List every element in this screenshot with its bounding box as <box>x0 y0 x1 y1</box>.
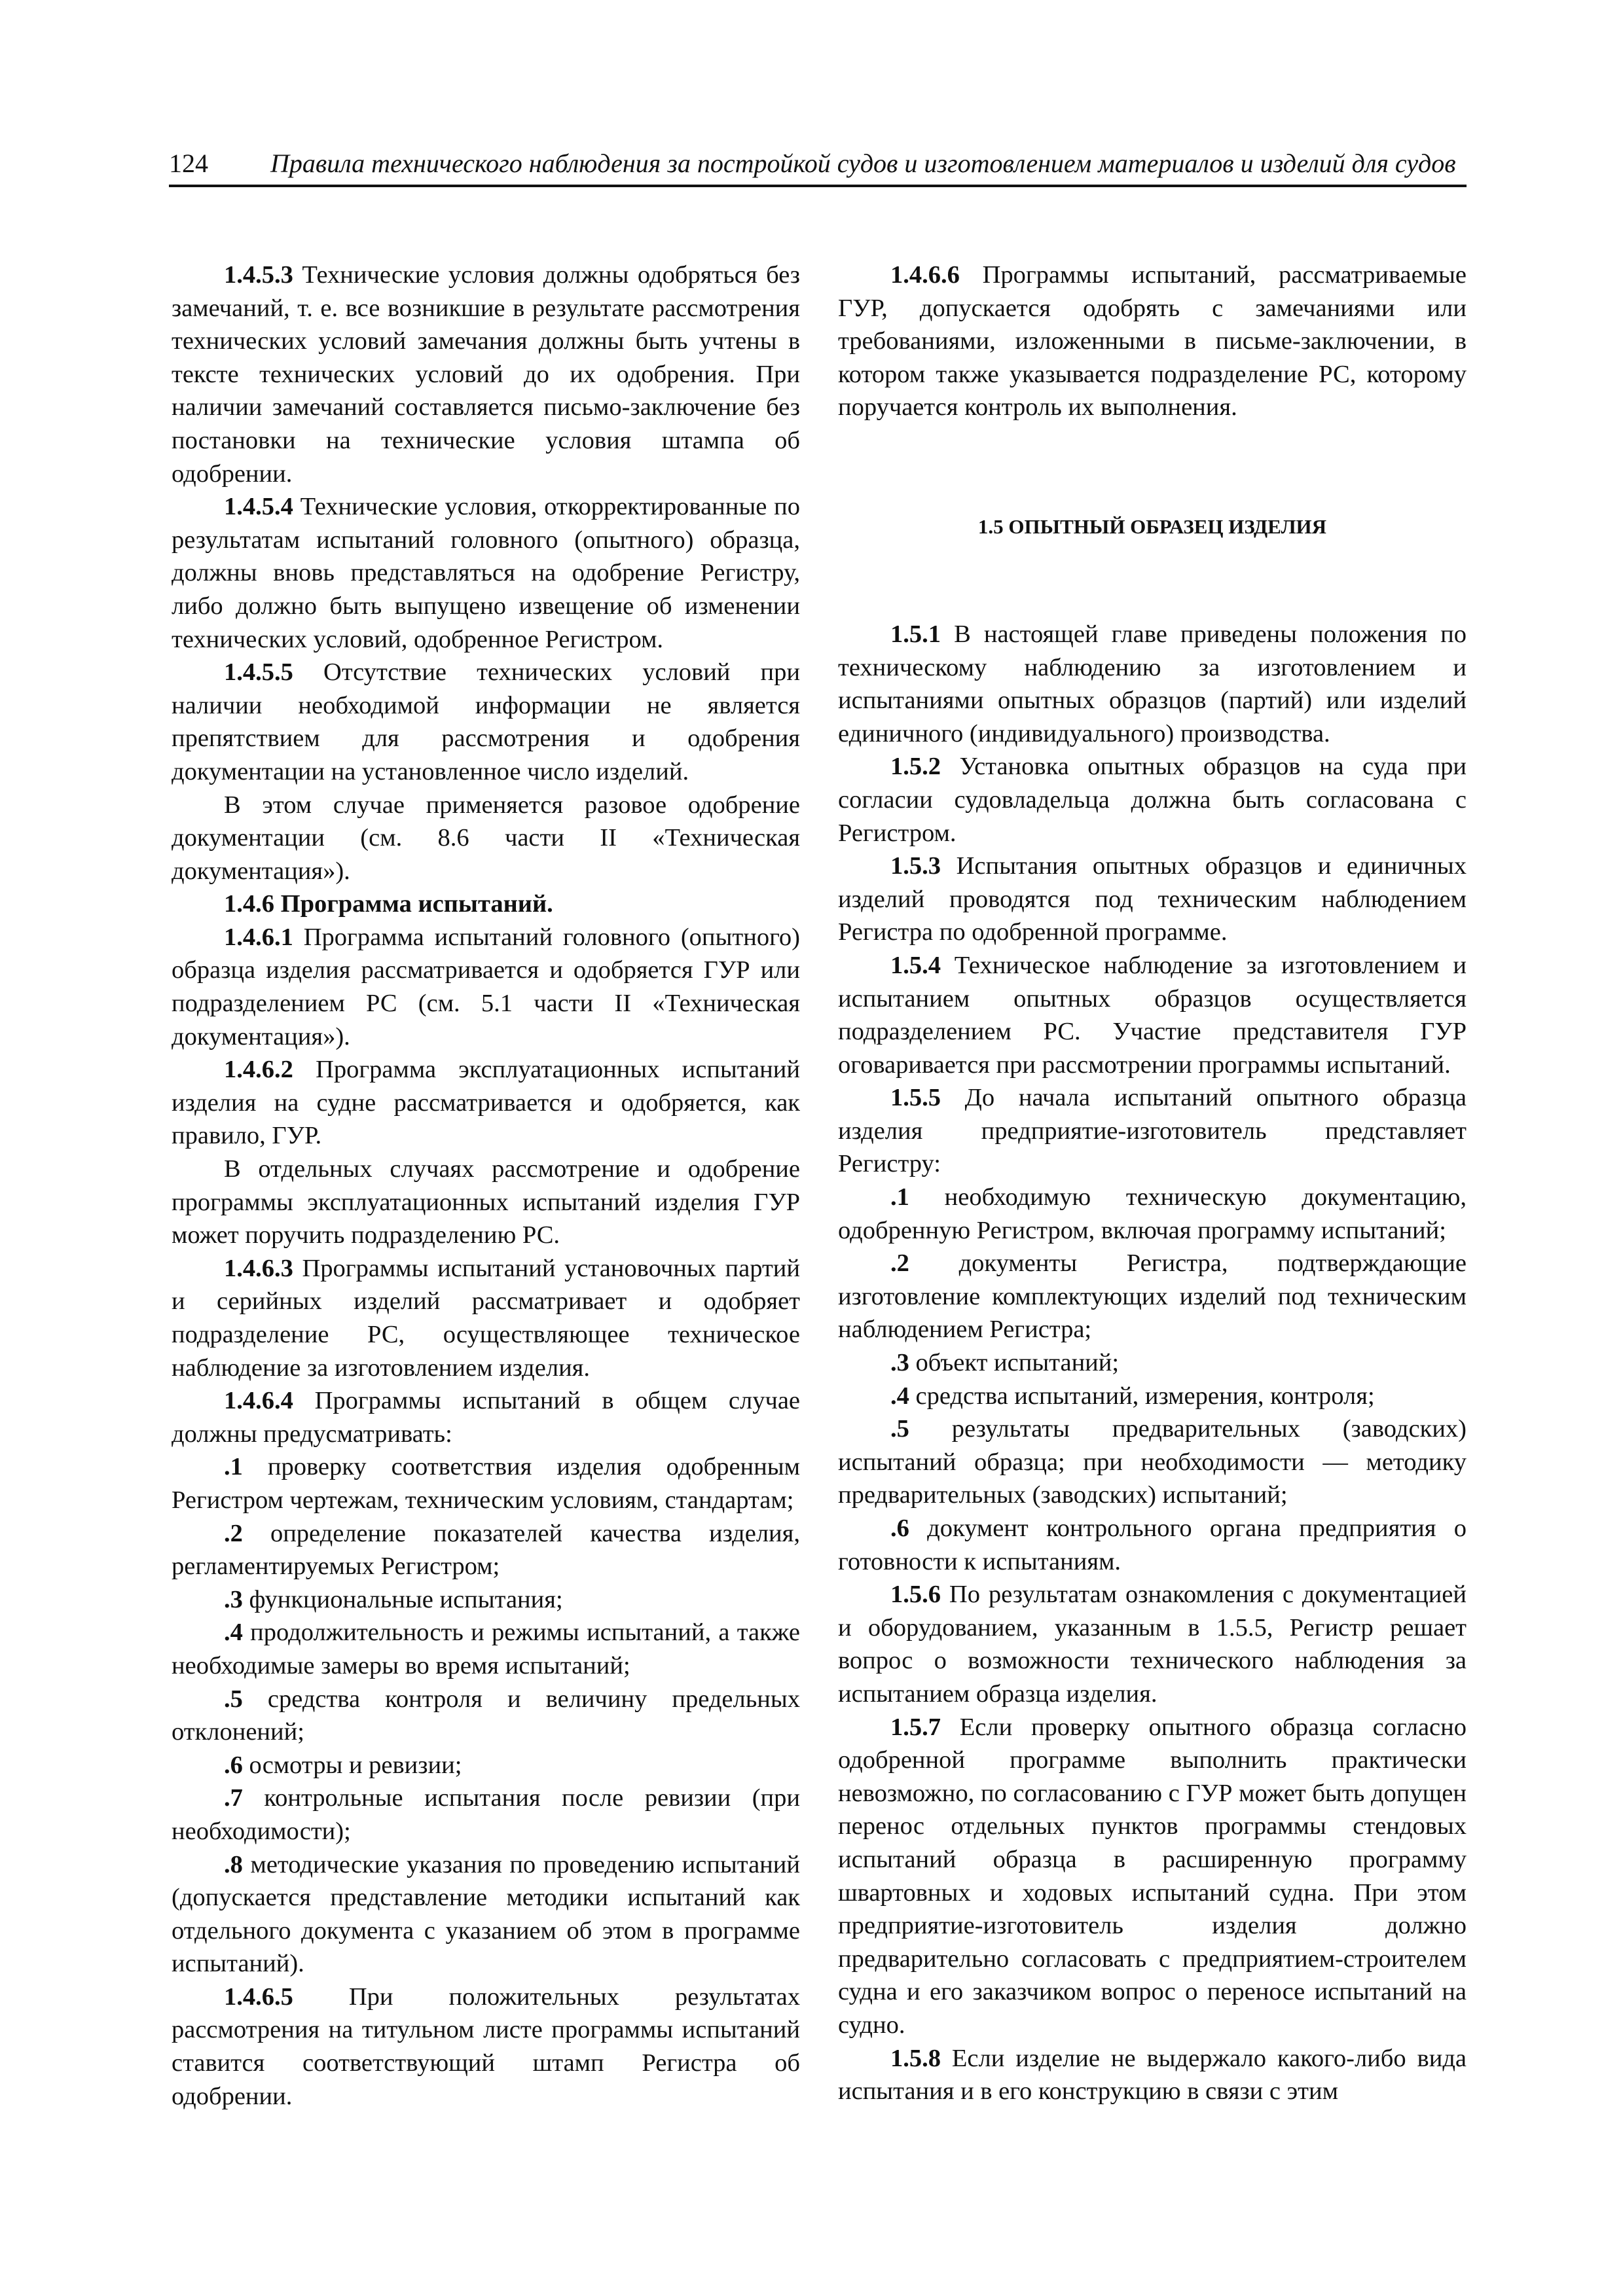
paragraph-text: Программы испытаний, рассматриваемые ГУР, допускается одобрять с замечаниями или требованиями, изложенными в письме-заключении, в котором также указывается подразделение РС, которому поручается контроль их выполнения. <box>838 261 1467 422</box>
paragraph-1-4-6-6 <box>838 259 1467 424</box>
paragraph-text: До начала испытаний опытного образца изделия предприятие-изготовитель представляет Регистру: <box>838 1084 1467 1178</box>
list-item-text: документ контрольного органа предприятия о готовности к испытаниям. <box>838 1515 1467 1575</box>
list-item-text: функциональные испытания; <box>242 1585 563 1613</box>
paragraph-number: 1.4.6.1 <box>224 923 293 951</box>
list-item <box>172 1583 800 1617</box>
list-item <box>838 1247 1467 1346</box>
paragraph-1-5-3 <box>838 850 1467 949</box>
paragraph-1-5-4 <box>838 949 1467 1081</box>
paragraph-text: В отдельных случаях рассмотрение и одобрение программы эксплуатационных испытаний изделия ГУР может поручить подразделению РС. <box>172 1155 800 1249</box>
paragraph-text: Если проверку опытного образца согласно одобренной программе выполнить практически невозможно, по согласованию с ГУР может быть допущен перенос отдельных пунктов программы стендовых испытаний образца в расширенную программу швартовных и ходовых испытаний судна. При этом предприятие-изготовитель изделия должно предварительно согласовать с предприятием-строителем судна и его заказчиком вопрос о переносе испытаний на судно. <box>838 1713 1467 2039</box>
list-item-number: .1 <box>224 1453 243 1481</box>
paragraph-number: 1.4.6.6 <box>890 261 960 289</box>
list-item-text: средства испытаний, измерения, контроля; <box>909 1382 1375 1410</box>
paragraph-1-5-6 <box>838 1578 1467 1710</box>
paragraph-text: В настоящей главе приведены положения по техническому наблюдению за изготовлением и испытаниями опытных образцов (партий) или изделий единичного (индивидуального) производства. <box>838 620 1467 747</box>
list-item <box>172 1616 800 1682</box>
list-item-text: документы Регистра, подтверждающие изготовление комплектующих изделий под техническим наблюдением Регистра; <box>838 1249 1467 1344</box>
list-item-text: методические указания по проведению испытаний (допускается представление методики испытаний как отдельного документа с указанием об этом в программе испытаний). <box>172 1850 800 1978</box>
list-item <box>172 1782 800 1848</box>
list-item <box>172 1517 800 1583</box>
paragraph-number: 1.5.2 <box>890 753 941 781</box>
paragraph-number: 1.4.6.2 <box>224 1056 293 1084</box>
paragraph-number: 1.4.5.4 <box>224 493 293 521</box>
paragraph-number: 1.5.4 <box>890 951 941 979</box>
list-item-text: определение показателей качества изделия, регламентируемых Регистром; <box>172 1519 800 1581</box>
paragraph-text: По результатам ознакомления с документацией и оборудованием, указанным в 1.5.5, Регистр решает вопрос о возможности технического наблюдения за испытанием образца изделия. <box>838 1581 1467 1708</box>
list-item <box>838 1412 1467 1512</box>
paragraph-1-4-6-5 <box>172 1981 800 2113</box>
list-item-number: .6 <box>890 1515 909 1542</box>
paragraph-text: Установка опытных образцов на суда при согласии судовладельца должна быть согласована с Регистром. <box>838 753 1467 847</box>
paragraph-1-5-2 <box>838 750 1467 850</box>
page-number: 124 <box>169 149 208 178</box>
paragraph-number: 1.4.5.5 <box>224 658 293 687</box>
paragraph-text: Технические условия, откорректированные по результатам испытаний головного (опытного) образца, должны вновь представляться на одобрение Регистру, либо должно быть выпущено извещение об изменении технических условий, одобренное Регистром. <box>172 493 800 653</box>
list-item-number: .5 <box>890 1415 909 1443</box>
list-item-number: .4 <box>890 1382 909 1410</box>
list-item-text: необходимую техническую документацию, одобренную Регистром, включая программу испытаний; <box>838 1183 1467 1244</box>
list-item-text: продолжительность и режимы испытаний, а также необходимые замеры во время испытаний; <box>172 1619 800 1679</box>
list-item <box>172 1450 800 1516</box>
list-item <box>838 1181 1467 1247</box>
paragraph-1-4-5-5 <box>172 656 800 788</box>
left-column <box>172 259 800 2113</box>
list-item-number: .4 <box>224 1619 243 1647</box>
paragraph-number: 1.5.1 <box>890 620 941 648</box>
paragraph-text: Программа испытаний головного (опытного) образца изделия рассматривается и одобряется ГУР или подразделением РС (см. 5.1 части II «Техническая документация»). <box>172 923 800 1050</box>
paragraph-number: 1.5.8 <box>890 2044 941 2072</box>
list-item-text: средства контроля и величину предельных отклонений; <box>172 1685 800 1746</box>
list-item <box>838 1512 1467 1578</box>
list-item-number: .6 <box>224 1751 243 1779</box>
list-item-number: .3 <box>890 1349 909 1377</box>
paragraph-continuation <box>172 789 800 888</box>
list-item <box>172 1848 800 1981</box>
list-item <box>838 1346 1467 1380</box>
list-item-text: осмотры и ревизии; <box>242 1751 462 1779</box>
paragraph-text: Технические условия должны одобряться без замечаний, т. е. все возникшие в результате рассмотрения технических условий замечания должны быть учтены в тексте технических условий до их одобрения. При наличии замечаний составляется письмо-заключение без постановки на технические условия штампа об одобрении. <box>172 261 800 488</box>
paragraph-text: Испытания опытных образцов и единичных изделий проводятся под техническим наблюдением Регистра по одобренной программе. <box>838 852 1467 946</box>
running-header <box>169 145 1467 187</box>
list-item <box>838 1380 1467 1413</box>
paragraph-1-5-5 <box>838 1081 1467 1181</box>
section-title: 1.5 ОПЫТНЫЙ ОБРАЗЕЦ ИЗДЕЛИЯ <box>977 514 1327 538</box>
paragraph-text: Программы испытаний установочных партий и серийных изделий рассматривает и одобряет подразделение РС, осуществляющее техническое наблюдение за изготовлением изделия. <box>172 1254 800 1382</box>
list-item-number: .2 <box>224 1519 243 1547</box>
paragraph-number: 1.5.5 <box>890 1084 941 1112</box>
paragraph-1-4-6-2 <box>172 1053 800 1153</box>
list-item-number: .1 <box>890 1183 909 1211</box>
subsection-heading-1-4-6 <box>172 888 800 921</box>
paragraph-number: 1.5.7 <box>890 1713 941 1741</box>
list-item <box>172 1749 800 1782</box>
paragraph-number: 1.4.6.3 <box>224 1254 293 1282</box>
paragraph-1-5-1 <box>838 618 1467 750</box>
running-title: Правила технического наблюдения за постройкой судов и изготовлением материалов и изделий для судов <box>270 149 1456 178</box>
list-item-number: .2 <box>890 1249 909 1278</box>
paragraph-text: В этом случае применяется разовое одобрение документации (см. 8.6 части II «Техническая документация»). <box>172 791 800 885</box>
paragraph-number: 1.4.6.4 <box>224 1387 293 1415</box>
list-item <box>172 1683 800 1749</box>
paragraph-number: 1.4.6.5 <box>224 1982 293 2011</box>
list-item-text: проверку соответствия изделия одобренным Регистром чертежам, техническим условиям, стандартам; <box>172 1453 800 1514</box>
paragraph-text: Техническое наблюдение за изготовлением и испытанием опытных образцов осуществляется подразделением РС. Участие представителя ГУР оговаривается при рассмотрении программы испытаний. <box>838 951 1467 1079</box>
list-item-text: результаты предварительных (заводских) испытаний образца; при необходимости — методику предварительных (заводских) испытаний; <box>838 1415 1467 1509</box>
paragraph-1-5-8 <box>838 2042 1467 2108</box>
paragraph-text: Программа эксплуатационных испытаний изделия на судне рассматривается и одобряется, как правило, ГУР. <box>172 1056 800 1150</box>
list-item-number: .3 <box>224 1585 243 1613</box>
list-item-number: .5 <box>224 1685 243 1713</box>
paragraph-1-4-6-4 <box>172 1384 800 1450</box>
list-item-number: .7 <box>224 1784 243 1812</box>
subsection-heading-text: 1.4.6 Программа испытаний. <box>224 890 553 918</box>
paragraph-1-5-7 <box>838 1711 1467 2042</box>
paragraph-text: Отсутствие технических условий при наличии необходимой информации не является препятствием для рассмотрения и одобрения документации на установленное число изделий. <box>172 658 800 785</box>
paragraph-1-4-5-3 <box>172 259 800 490</box>
list-item-text: объект испытаний; <box>909 1349 1120 1377</box>
list-item-number: .8 <box>224 1850 243 1878</box>
paragraph-number: 1.5.6 <box>890 1581 941 1609</box>
paragraph-number: 1.4.5.3 <box>224 261 293 289</box>
paragraph-text: Если изделие не выдержало какого-либо вида испытания и в его конструкцию в связи с этим <box>838 2044 1467 2106</box>
right-column <box>838 259 1467 2108</box>
paragraph-1-4-5-4 <box>172 490 800 656</box>
list-item-text: контрольные испытания после ревизии (при необходимости); <box>172 1784 800 1845</box>
paragraph-continuation <box>172 1153 800 1252</box>
paragraph-1-4-6-1 <box>172 921 800 1053</box>
paragraph-number: 1.5.3 <box>890 852 941 880</box>
paragraph-1-4-6-3 <box>172 1252 800 1384</box>
paragraph-text: При положительных результатах рассмотрения на титульном листе программы испытаний ставится соответствующий штамп Регистра об одобрении. <box>172 1982 800 2110</box>
paragraph-text: Программы испытаний в общем случае должны предусматривать: <box>172 1387 800 1448</box>
